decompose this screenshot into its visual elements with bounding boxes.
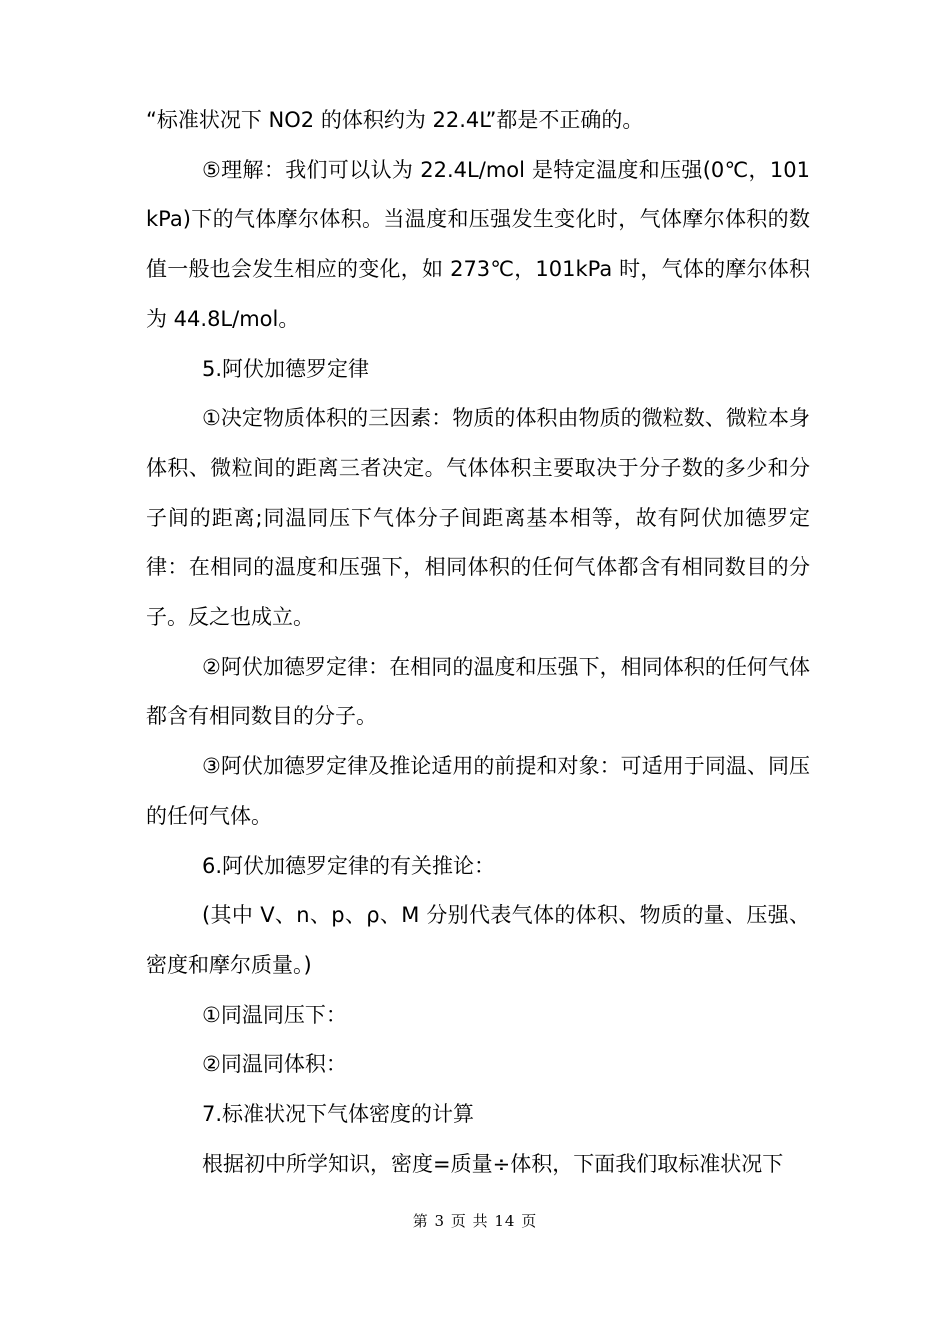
paragraph-9: ①同温同压下： bbox=[202, 1002, 347, 1027]
paragraph-8: (其中 V、n、p、ρ、M 分别代表气体的体积、物质的量、压强、密度和摩尔质量。) bbox=[146, 903, 810, 977]
section-heading-5: 5.阿伏加德罗定律 bbox=[202, 356, 370, 381]
paragraph-1: “标准状况下 NO2 的体积约为 22.4L”都是不正确的。 bbox=[146, 108, 644, 132]
paragraph-2: ⑤理解：我们可以认为 22.4L/mol 是特定温度和压强(0℃，101kPa)下的气体摩尔体积。当温度和压强发生变化时，气体摩尔体积的数值一般也会发生相应的变化，如 273℃，101kPa 时，气体的摩尔体积为 44.8L/mol。 bbox=[146, 157, 810, 331]
paragraph-10: ②同温同体积： bbox=[202, 1052, 347, 1077]
section-heading-6: 6.阿伏加德罗定律的有关推论： bbox=[202, 853, 496, 878]
document-body bbox=[146, 96, 810, 1189]
page-number-footer: 第 3 页 共 14 页 bbox=[412, 1212, 538, 1230]
paragraph-4: ①决定物质体积的三因素：物质的体积由物质的微粒数、微粒本身体积、微粒间的距离三者决定。气体体积主要取决于分子数的多少和分子间的距离;同温同压下气体分子间距离基本相等，故有阿伏加德罗定律：在相同的温度和压强下，相同体积的任何气体都含有相同数目的分子。反之也成立。 bbox=[146, 406, 810, 630]
paragraph-12: 根据初中所学知识，密度=质量÷体积，下面我们取标准状况下 bbox=[202, 1151, 784, 1176]
paragraph-5: ②阿伏加德罗定律：在相同的温度和压强下，相同体积的任何气体都含有相同数目的分子。 bbox=[146, 654, 810, 729]
paragraph-6: ③阿伏加德罗定律及推论适用的前提和对象：可适用于同温、同压的任何气体。 bbox=[146, 754, 810, 828]
section-heading-7: 7.标准状况下气体密度的计算 bbox=[202, 1102, 475, 1127]
